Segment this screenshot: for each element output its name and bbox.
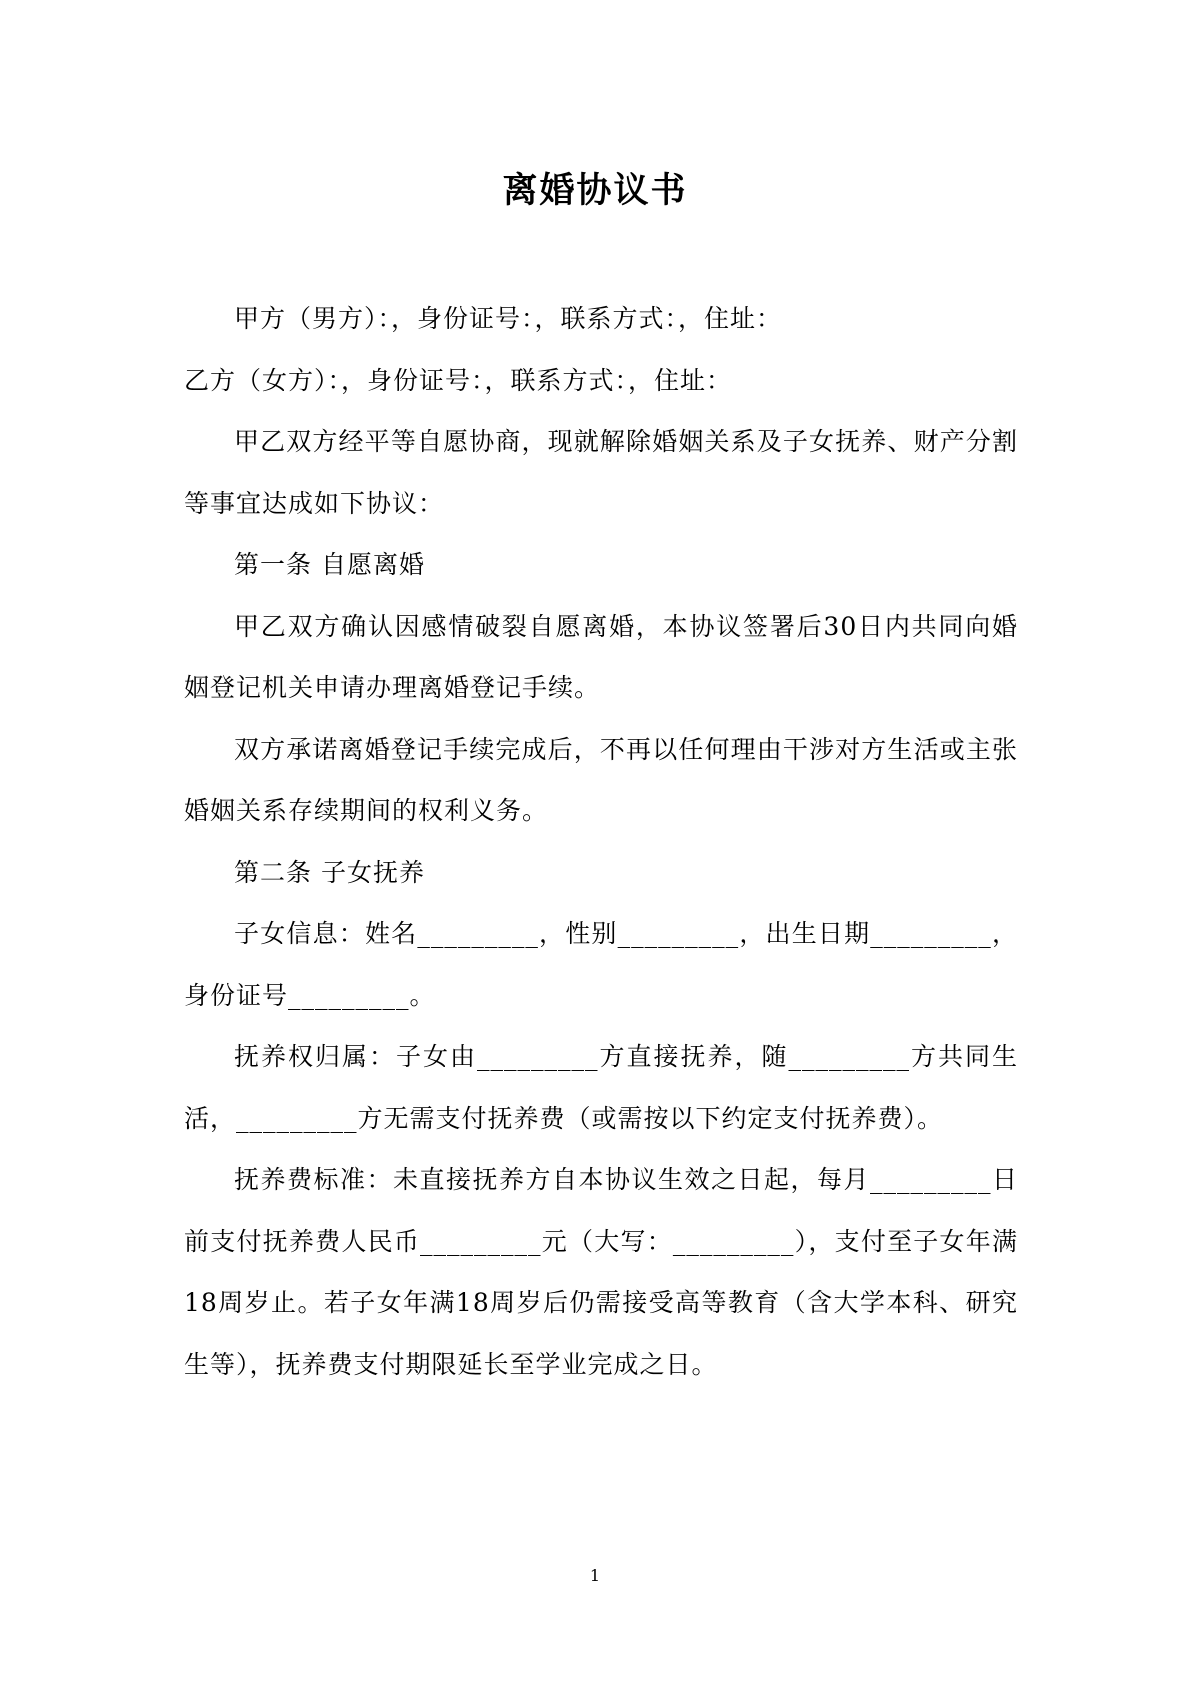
custody-clause: 抚养权归属：子女由_________方直接抚养，随_________方共同生活，_________方无需支付抚养费（或需按以下约定支付抚养费）。 [184,1042,1018,1133]
agreement-preamble: 甲乙双方经平等自愿协商，现就解除婚姻关系及子女抚养、财产分割等事宜达成如下协议： [184,427,1018,518]
article-1-clause-1: 甲乙双方确认因感情破裂自愿离婚，本协议签署后30日内共同向婚姻登记机关申请办理离婚登记手续。 [184,611,1018,702]
article-1-heading: 第一条 自愿离婚 [234,550,425,579]
party-a-info: 甲方（男方）：，身份证号：，联系方式：，住址： [234,304,783,333]
document-title: 离婚协议书 [502,170,688,211]
article-1-clause-2: 双方承诺离婚登记手续完成后，不再以任何理由干涉对方生活或主张婚姻关系存续期间的权利义务。 [184,734,1018,825]
child-info: 子女信息：姓名_________，性别_________，出生日期_________，身份证号_________。 [184,919,1018,1010]
party-b-info: 乙方（女方）：，身份证号：，联系方式：，住址： [184,365,733,395]
article-2-heading: 第二条 子女抚养 [234,857,425,887]
page-number: 1 [589,1566,601,1585]
support-standard-clause: 抚养费标准：未直接抚养方自本协议生效之日起，每月_________日前支付抚养费人民币_________元（大写：_________），支付至子女年满18周岁止。若子女年满18周岁后仍需接受高等教育（含大学本科、研究生等），抚养费支付期限延长至学业完成之日。 [184,1165,1018,1379]
document-body [184,288,1018,1395]
